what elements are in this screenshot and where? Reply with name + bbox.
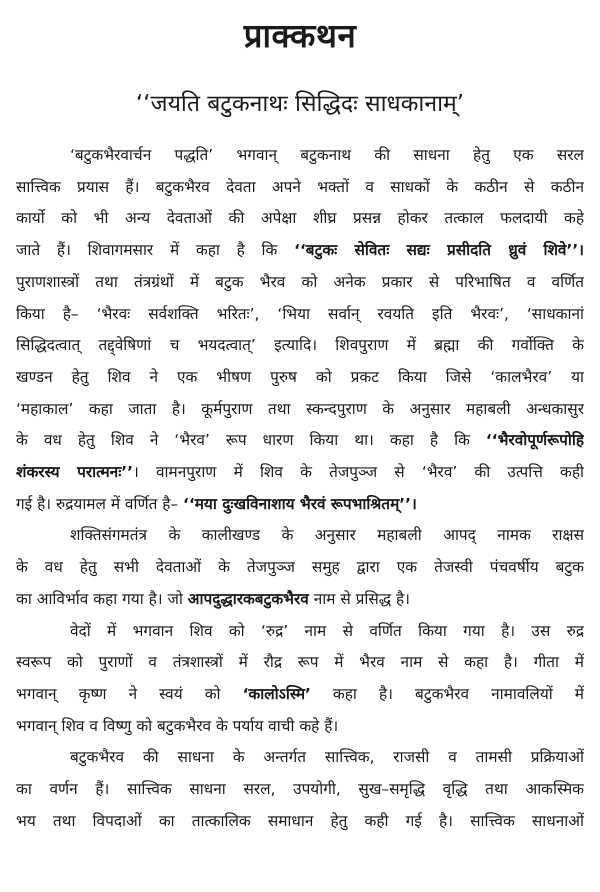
text-line [16, 679, 584, 711]
bold-quote: शंकरस्य परात्मनः’’ [16, 463, 134, 482]
bold-quote: ‘‘भैरवोपूर्णरूपोहि [485, 431, 584, 450]
paragraph-4 [16, 742, 584, 837]
text-segment: कहा है। बटुकभैरव नामावलियों में [310, 684, 584, 703]
text-line [16, 584, 584, 616]
text-line: सात्त्विक प्रयास हैं। बटुकभैरव देवता अपने भक्तों व साधकों के कठीन से कठीन [16, 177, 584, 196]
text-segment: का आविर्भाव कहा गया है। जो [16, 589, 188, 608]
text-line: सिद्धिदत्वात् तद्द्वेषिणां च भयदत्वात्’ इत्यादि। शिवपुराण में ब्रह्मा की गर्वोक्ति के [16, 336, 584, 355]
text-line: स्वरूप को पुराणों व तंत्रशास्त्रों में रौद्र रूप में भैरव नाम से कहा है। गीता में [16, 653, 584, 672]
text-line: पुराणशास्त्रों तथा तंत्रग्रंथों में बटुक भैरव को अनेक प्रकार से परिभाषित व वर्णित [16, 272, 584, 291]
page-subtitle-verse: ‘‘जयति बटुकनाथः सिद्धिदः साधकानाम्’ [135, 91, 465, 117]
text-line: बटुकभैरव की साधना के अन्तर्गत सात्त्विक, राजसी व तामसी प्रक्रियाओं [70, 748, 584, 767]
text-line: के वध हेतु सभी देवताओं के तेजपुञ्ज समुह द्वारा एक तेजस्वी पंचवर्षीय बटुक [16, 558, 584, 577]
bold-quote: ‘‘मया दुःखविनाशाय भैरवं रूपभाश्रितम्’’। [183, 494, 417, 513]
text-line: ‘बटुकभैरवार्चन पद्धति’ भगवान् बटुकनाथ की साधना हेतु एक सरल [70, 146, 584, 164]
paragraph-3 [16, 616, 584, 743]
text-line: भय तथा विपदाओं का तात्कालिक समाधान हेतु कही गई है। सात्त्विक साधनाओं [16, 811, 584, 830]
text-line: किया है– ‘भैरवः सर्वशक्ति भरितः’, ‘भिया सर्वान् रवयति इति भैरवः’, ‘साधकानां [16, 304, 584, 323]
bold-term: ‘कालोऽस्मि’ [242, 684, 311, 703]
text-line: भगवान् शिव व विष्णु को बटुकभैरव के पर्याय वाची कहे हैं। [16, 716, 339, 735]
text-line: खण्डन हेतु शिव ने एक भीषण पुरुष को प्रकट किया जिसे ‘कालभैरव’ या [16, 367, 584, 386]
text-line: कार्यो को भी अन्य देवताओं की अपेक्षा शीघ्र प्रसन्न होकर तत्काल फलदायी कहे [16, 209, 584, 228]
body-text [16, 140, 584, 837]
bold-quote: ‘‘बटुकः सेवितः सद्यः प्रसीदति ध्रुवं शिवे’’। [294, 241, 584, 260]
page-title: प्राक्कथन [243, 16, 357, 55]
bold-term: आपदुद्धारकबटुकभैरव [187, 589, 309, 608]
text-line [16, 425, 584, 457]
text-line: शक्तिसंगमतंत्र के कालीखण्ड के अनुसार महाबली आपद् नामक राक्षस [70, 526, 584, 545]
text-line: वेदों में भगवान शिव को ‘रुद्र’ नाम से वर्णित किया गया है। उस रुद्र [70, 621, 584, 640]
text-segment: नाम से प्रसिद्ध है। [308, 589, 410, 608]
text-segment: के वध हेतु शिव ने ‘भैरव’ रूप धारण किया था। कहा है कि [16, 431, 486, 450]
text-segment: जाते हैं। शिवागमसार में कहा है कि [16, 241, 295, 260]
text-segment: । वामनपुराण में शिव के तेजपुञ्ज से ‘भैरव’ की उत्पत्ति कही [133, 463, 584, 482]
text-line [16, 235, 584, 267]
text-line [16, 489, 584, 521]
text-line: ‘महाकाल’ कहा जाता है। कूर्मपुराण तथा स्कन्दपुराण के अनुसार महाबली अन्धकासुर [16, 399, 584, 418]
text-line: का वर्णन हैं। सात्त्विक साधना सरल, उपयोगी, सुख–समृद्धि वृद्धि तथा आकस्मिक [16, 780, 584, 799]
text-segment: गई है। रुद्रयामल में वर्णित है– [16, 494, 184, 513]
paragraph-1 [16, 140, 584, 520]
text-segment: भगवान् कृष्ण ने स्वयं को [16, 684, 243, 703]
paragraph-2 [16, 520, 584, 615]
text-line [16, 457, 584, 489]
